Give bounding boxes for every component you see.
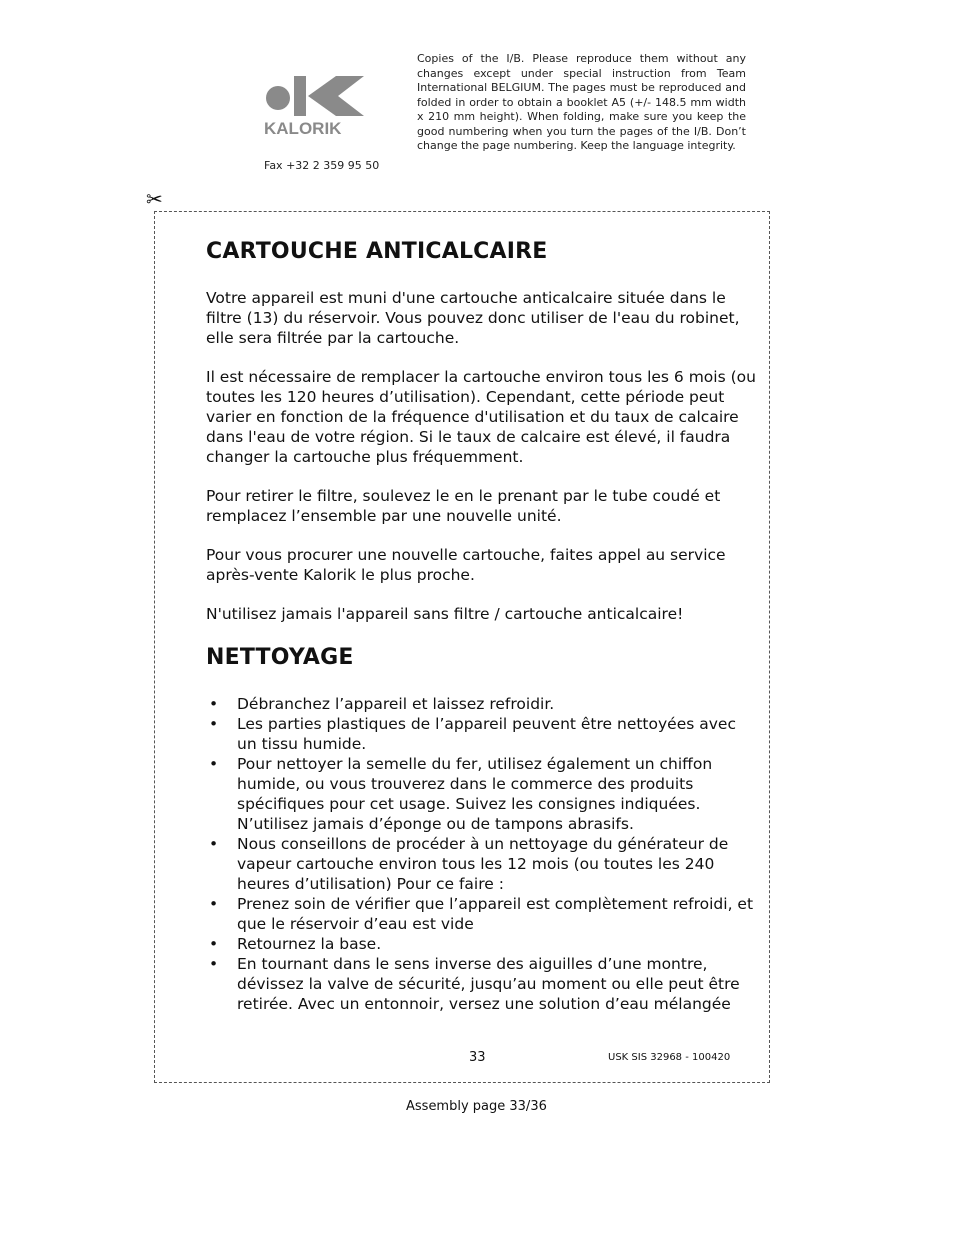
list-item: • Prenez soin de vérifier que l’appareil est complètement refroidi, et que le réservoir d’eau est vide <box>237 894 756 934</box>
document-reference: USK SIS 32968 - 100420 <box>608 1052 731 1063</box>
list-item: • Nous conseillons de procéder à un nettoyage du générateur de vapeur cartouche environ tous les 12 mois (ou toutes les 240 heures d’utilisation) Pour ce faire : <box>237 834 756 894</box>
scissors-icon: ✂ <box>146 187 163 211</box>
list-item: • Retournez la base. <box>237 934 756 954</box>
section-title-cartouche: CARTOUCHE ANTICALCAIRE <box>206 239 548 264</box>
logo-text: KALORIK <box>264 119 342 138</box>
cleaning-steps-list <box>206 694 756 1014</box>
paragraph: Pour vous procurer une nouvelle cartouche, faites appel au service après-vente Kalorik le plus proche. <box>206 546 726 584</box>
section-title-nettoyage: NETTOYAGE <box>206 645 354 670</box>
fax-number: Fax +32 2 359 95 50 <box>264 159 380 172</box>
assembly-page-label: Assembly page 33/36 <box>406 1099 547 1114</box>
paragraph: Votre appareil est muni d'une cartouche anticalcaire située dans le filtre (13) du réservoir. Vous pouvez donc utiliser de l'eau du robinet, elle sera filtrée par la cartouche. <box>206 289 740 347</box>
paragraph: Il est nécessaire de remplacer la cartouche environ tous les 6 mois (ou toutes les 120 heures d’utilisation). Cependant, cette période peut varier en fonction de la fréquence d'utilisation et du taux de calcaire dans l'eau de votre région. Si le taux de calcaire est élevé, il faudra changer la cartouche plus fréquemment. <box>206 368 756 466</box>
list-item: • En tournant dans le sens inverse des aiguilles d’une montre, dévissez la valve de sécurité, jusqu’au moment ou elle peut être retirée. Avec un entonnoir, versez une solution d’eau mélangée <box>237 954 756 1014</box>
paragraph: Pour retirer le filtre, soulevez le en le prenant par le tube coudé et remplacez l’ensemble par une nouvelle unité. <box>206 487 721 525</box>
page-number: 33 <box>469 1050 486 1065</box>
list-item: • Les parties plastiques de l’appareil peuvent être nettoyées avec un tissu humide. <box>237 714 756 754</box>
list-item: • Débranchez l’appareil et laissez refroidir. <box>237 694 756 714</box>
page-content <box>206 238 756 1014</box>
warning-paragraph: N'utilisez jamais l'appareil sans filtre / cartouche anticalcaire! <box>206 605 684 623</box>
list-item: • Pour nettoyer la semelle du fer, utilisez également un chiffon humide, ou vous trouverez dans le commerce des produits spécifiques pour cet usage. Suivez les consignes indiquées. N’utilisez jamais d’éponge ou de tampons abrasifs. <box>237 754 756 834</box>
print-instructions: Copies of the I/B. Please reproduce them without any changes except under special instruction from Team International BELGIUM. The pages must be reproduced and folded in order to obtain a booklet A5 (+/- 148.5 mm width x 210 mm height). When folding, make sure you keep the good numbering when you turn the pages of the I/B. Don’t change the page numbering. Keep the language integrity. <box>417 52 746 152</box>
kalorik-logo <box>264 74 368 138</box>
